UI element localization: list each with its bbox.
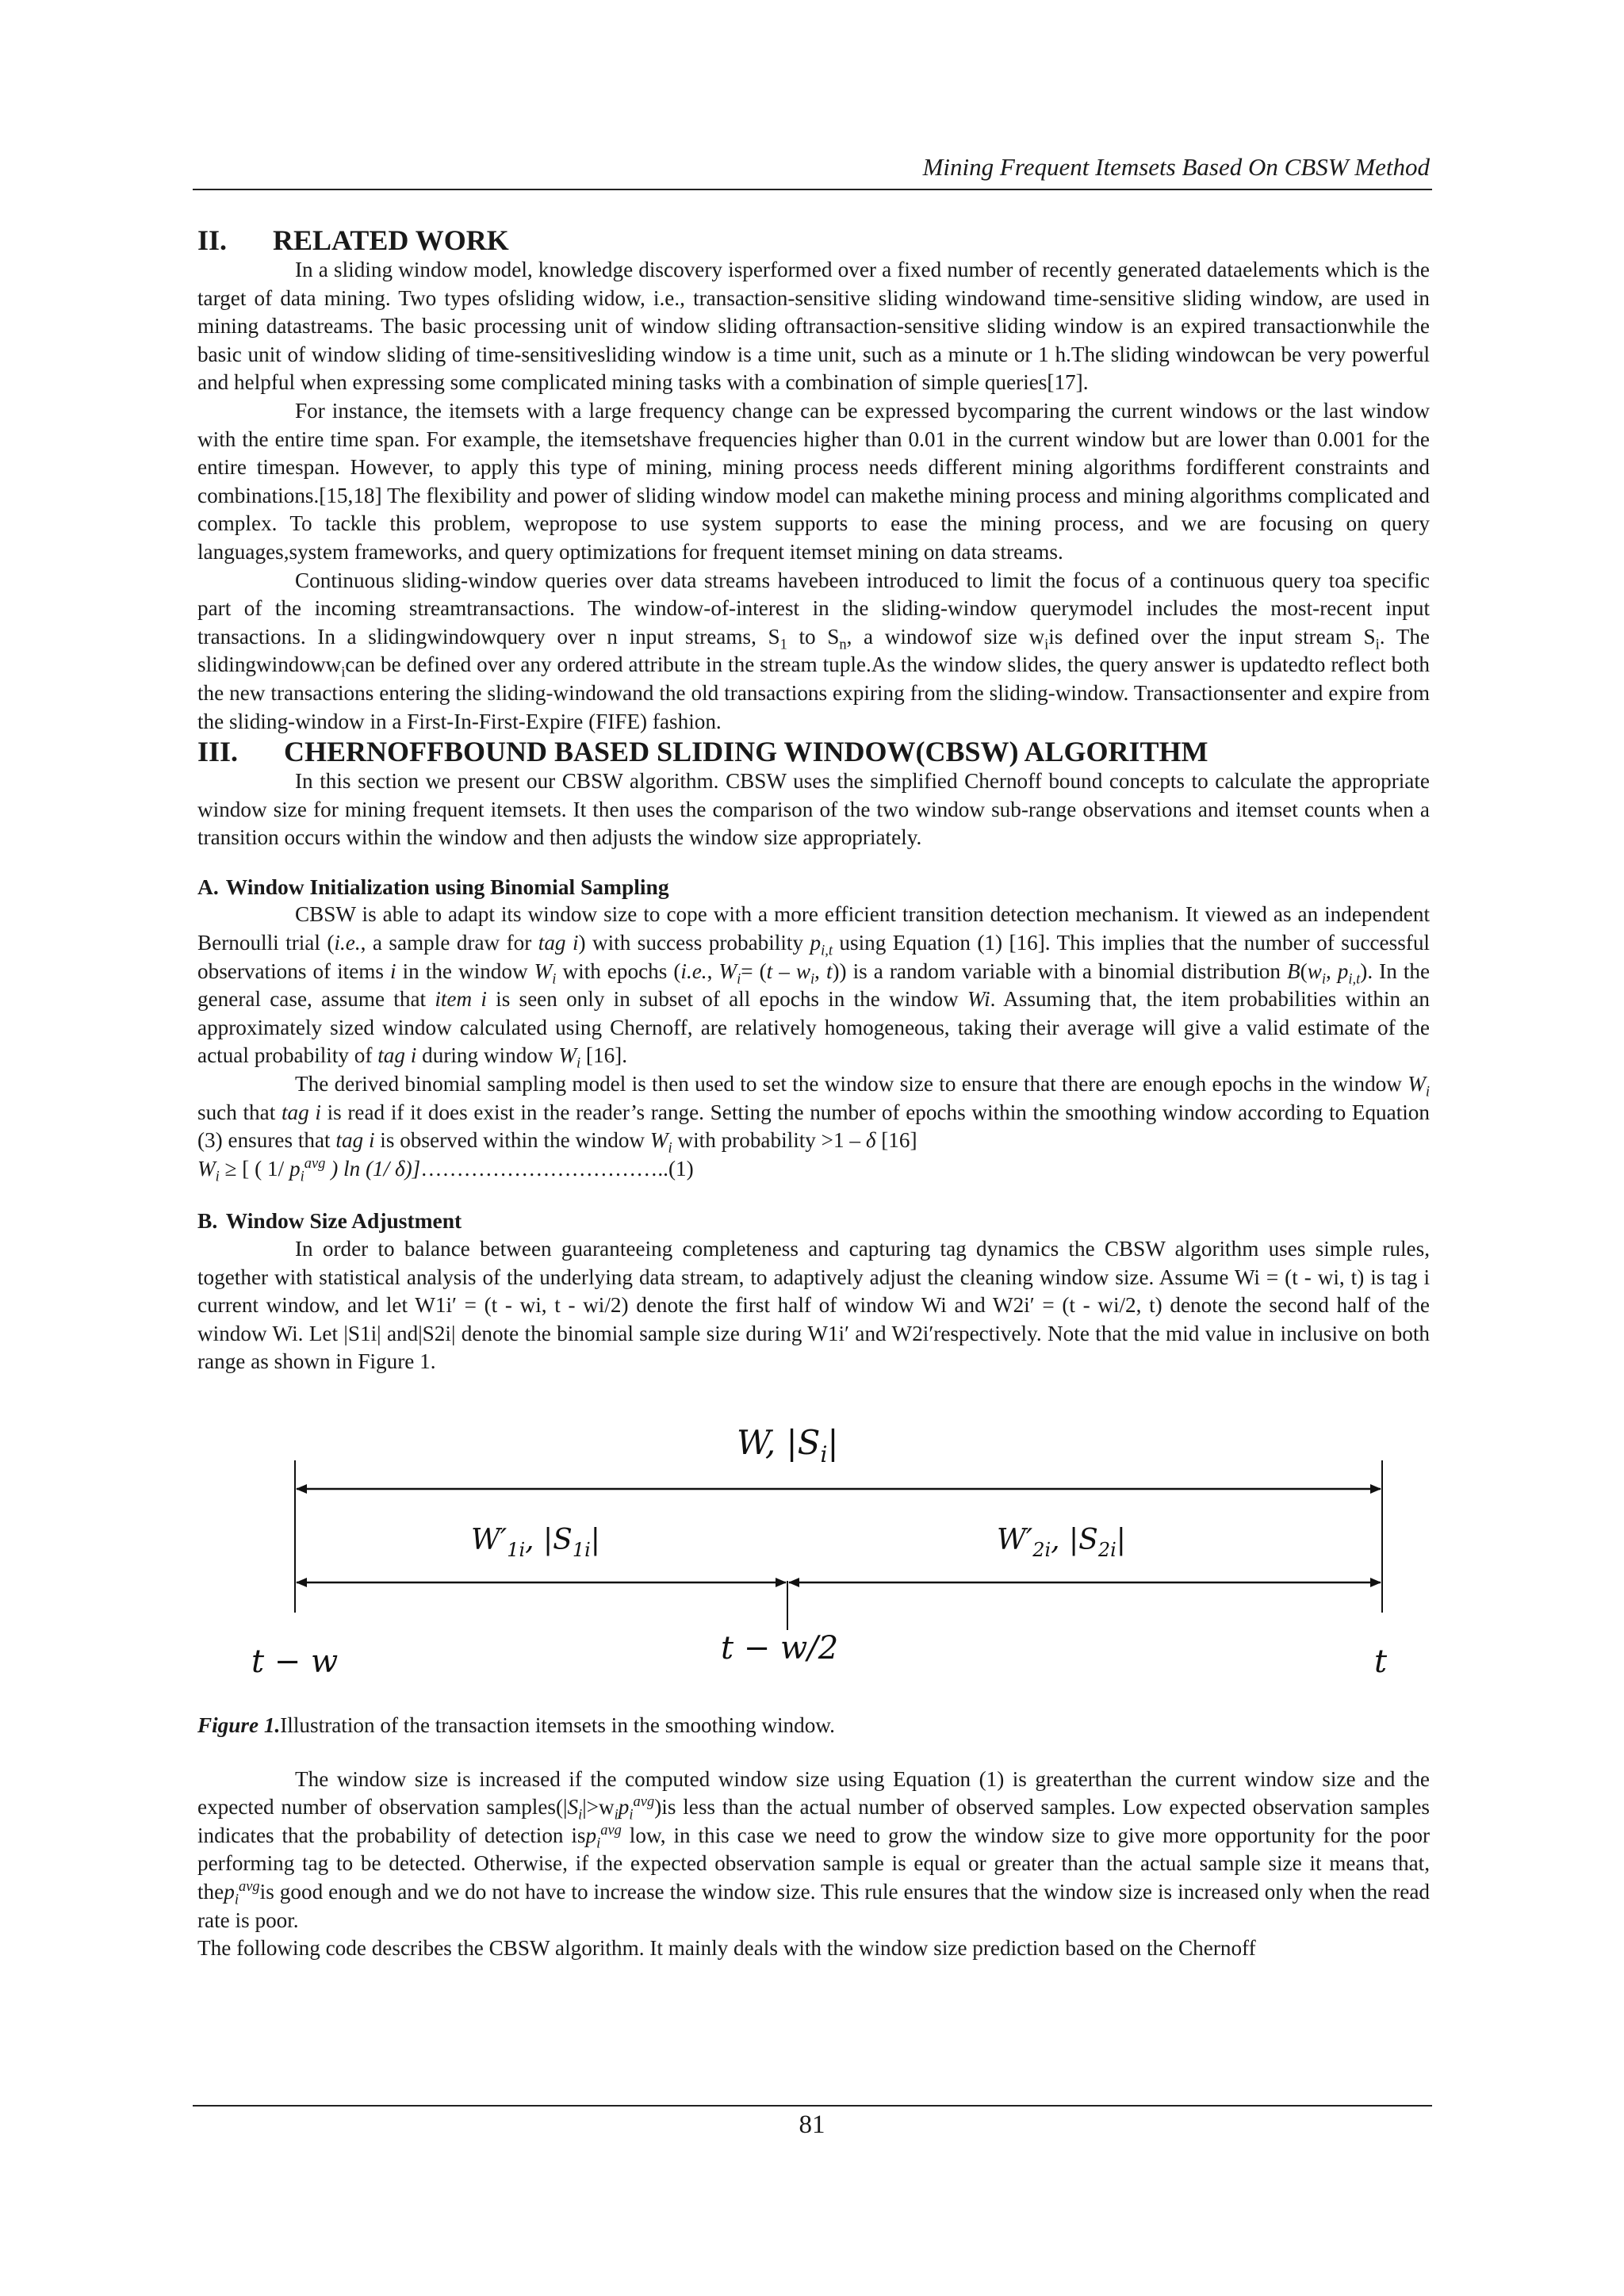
header-rule (193, 189, 1432, 190)
tick-label-mid: t − w/2 (721, 1629, 839, 1667)
subsection-heading-b: B. Window Size Adjustment (197, 1208, 462, 1234)
section-number: III. (197, 736, 239, 768)
section-heading-related-work (197, 224, 1430, 256)
section-title: RELATED WORK (273, 224, 509, 256)
paragraph: CBSW is able to adapt its window size to cope with a more efficient transition detection mechanism. It viewed as an independent Bernoulli trial (i.e., a sample draw for tag i) with success probability $p_{i,t}$ using Equation (1) [16]. This implies that the number of successful observations of items i in the window $W_i$ with epochs (i.e., $W_i= (t - w_i$, t)) is a random variable with a binomial distribution $B(w_i$, $p_{i,t}$). In the general case, assume that item i is seen only in subset of all epochs in the window Wi. Assuming that, the item probabilities within an approximately sized window calculated using Chernoff, are relatively homogeneous, taking their average will give a valid estimate of the actual probability of tag i during window $W_i$ [16]. (197, 902, 1431, 1071)
tick-label-left: t − w (251, 1643, 339, 1680)
footer-rule (193, 2105, 1432, 2107)
paragraph: In order to balance between guaranteeing completeness and capturing tag dynamics the CBSW algorithm uses simple rules, together with statistical analysis of the underlying data stream, to adaptively adjust the cleaning window size. Assume Wi = (t - wi, t) is tag i current window, and let W1i′ = (t - wi, t - wi/2) denote the first half of window Wi and W2i′ = (t - wi/2, t) denote the second half of the window Wi. Let |S1i| and|S2i| denote the binomial sample size during W1i′ and W2i′respectively. Note that the mid value in inclusive on both range as shown in Figure 1. (197, 1237, 1430, 1374)
running-title: Mining Frequent Itemsets Based On CBSW Method (922, 153, 1430, 181)
equation-1: $W_i$ ≥ [ ( 1/ $p_i^{avg}$ ) ln (1/ δ)]……………………………..(1) (197, 1154, 694, 1184)
figure-label-full-window: W, $|S_i|$ (737, 1422, 839, 1468)
paragraph: The window size is increased if the computed window size using Equation (1) is greaterthan the current window size and the expected number of observation $samples(|S_i|>w_ip_i^{avg})is$ less than the actual number of observed samples. Low expected observation samples indicates that the probability of detection isp$_i^{avg}$ low, in this case we need to grow the window size to give more opportunity for the poor performing tag to be detected. Otherwise, if the expected observation sample is equal or greater than the actual sample size it means that, thep$_i^{avg}$is good enough and we do not have to increase the window size. This rule ensures that the window size is increased only when the read rate is poor. (197, 1766, 1430, 1932)
paragraph: In a sliding window model, knowledge discovery isperformed over a fixed number of recently generated dataelements which is the target of data mining. Two types ofsliding widow, i.e., transaction-sensitive sliding windowand time-sensitive sliding window, are used in mining datastreams. The basic processing unit of window sliding oftransaction-sensitive sliding window is an expired transactionwhile the basic unit of window sliding of time-sensitivesliding window is a time unit, such as a minute or 1 h.The sliding windowcan be very powerful and helpful when expressing some complicated mining tasks with a combination of simple queries[17]. (197, 258, 1430, 395)
section-number: II. (197, 224, 228, 256)
paragraph: For instance, the itemsets with a large frequency change can be expressed bycomparing the current windows or the last window with the entire time span. For example, the itemsetshave frequencies higher than 0.01 in the current window but are lower than 0.001 for the entire timespan. However, to apply this type of mining, mining process needs different mining algorithms fordifferent constraints and combinations.[15,18] The flexibility and power of sliding window model can makethe mining process and mining algorithms complicated and complex. To tackle this problem, wepropose to use system supports to ease the mining process, and we are focusing on query languages,system frameworks, and query optimizations for frequent itemset mining on data streams. (197, 398, 1430, 564)
paragraph: The following code describes the CBSW algorithm. It mainly deals with the window size prediction based on the Chernoff (197, 1936, 1256, 1961)
figure-1 (197, 1399, 1430, 1712)
paragraph: The derived binomial sampling model is then used to set the window size to ensure that there are enough epochs in the window $W_i$ such that tag i is read if it does exist in the reader’s range. Setting the number of epochs within the smoothing window according to Equation (3) ensures that tag i is observed within the window $W_i$ with probability >1 – δ [16] (197, 1072, 1430, 1156)
subsection-heading-a: A. Window Initialization using Binomial Sampling (197, 874, 669, 899)
paragraph: Continuous sliding-window queries over data streams havebeen introduced to limit the focus of a continuous query toa specific part of the incoming streamtransactions. The window-of-interest in the sliding-window querymodel includes the most-recent input transactions. In a slidingwindowquery over n input streams, $S_1$ to $S_n$, a windowof size $w_iis$ defined over the input stream $S_i$. The slidingwindoww$_i$can be defined over any ordered attribute in the stream tuple.As the window slides, the query answer is updatedto reflect both the new transactions entering the sliding-windowand the old transactions expiring from the sliding-window. Transactionsenter and expire from the sliding-window in a First-In-First-Expire (FIFE) fashion. (197, 568, 1430, 733)
section-title: CHERNOFFBOUND BASED SLIDING WINDOW(CBSW) ALGORITHM (284, 736, 1208, 768)
page-body (197, 224, 1430, 1963)
figure-label-first-half: $W'_{1i}$, $|S_{1i}|$ (471, 1523, 600, 1561)
figure-caption: Figure 1.Illustration of the transaction itemsets in the smoothing window. (197, 1712, 835, 1737)
figure-label-second-half: $W'_{2i}$, $|S_{2i}|$ (997, 1523, 1126, 1561)
section-heading-cbsw (197, 736, 1430, 767)
page-number: 81 (799, 2110, 825, 2139)
window-diagram (197, 1399, 1430, 1712)
paragraph: In this section we present our CBSW algorithm. CBSW uses the simplified Chernoff bound concepts to calculate the appropriate window size for mining frequent itemsets. It then uses the comparison of the two window sub-range observations and itemset counts when a transition occurs within the window and then adjusts the window size appropriately. (197, 769, 1430, 850)
tick-label-right: t (1374, 1643, 1388, 1680)
